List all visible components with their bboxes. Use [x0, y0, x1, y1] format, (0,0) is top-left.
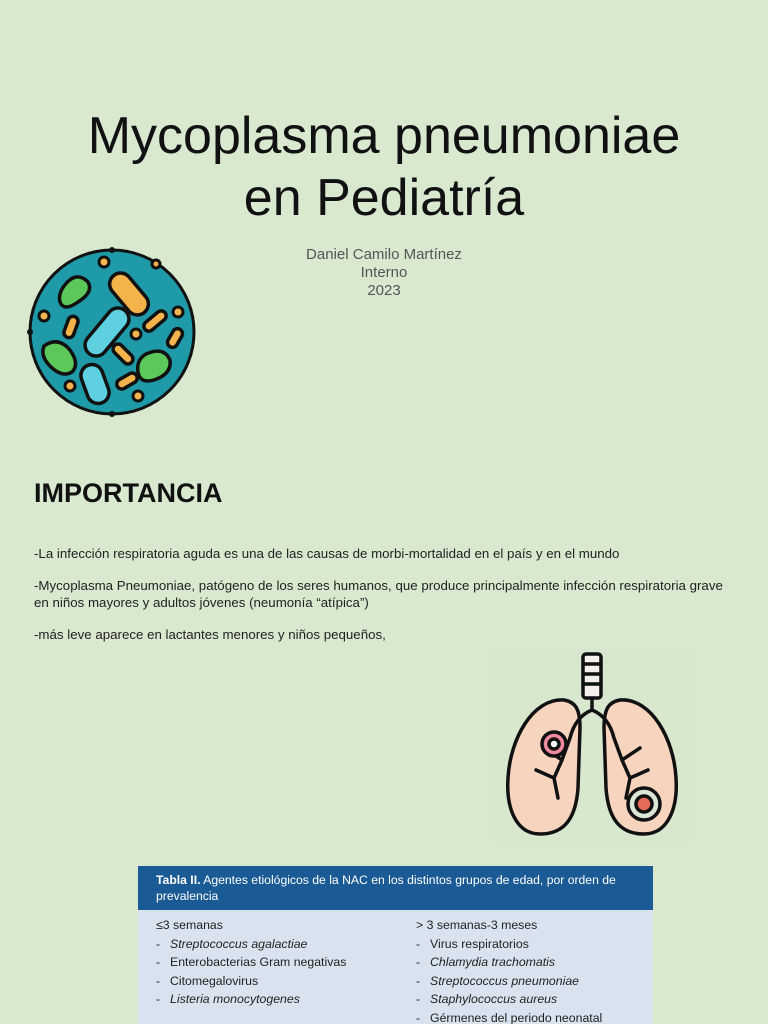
list-dash: -	[156, 992, 161, 1006]
table-column-left	[156, 916, 346, 1009]
list-item	[156, 953, 346, 972]
list-item-text: Streptococcus agalactiae	[170, 936, 308, 951]
list-item-text: Streptococcus pneumoniae	[430, 973, 580, 988]
list-item-text: Staphylococcus aureus	[430, 992, 558, 1006]
list-dash: -	[156, 973, 161, 988]
list-item	[416, 935, 602, 954]
table-column-right	[416, 916, 602, 1024]
etiology-table	[138, 866, 653, 1024]
list-item	[416, 1009, 602, 1024]
section-heading-importancia: IMPORTANCIA	[34, 478, 223, 508]
importance-paragraph-1: -La infección respiratoria aguda es una de las causas de morbi-mortalidad en el país y en el mundo	[34, 546, 620, 561]
list-dash: -	[416, 1010, 421, 1024]
list-dash: -	[416, 936, 421, 951]
lungs-icon	[492, 648, 692, 844]
column-header: ≤3 semanas	[156, 918, 223, 932]
page-title	[0, 105, 768, 229]
table-caption-text: Agentes etiológicos de la NAC en los distintos grupos de edad, por orden de prevalencia	[156, 873, 616, 903]
list-dash: -	[416, 955, 421, 969]
author-name: Daniel Camilo Martínez	[306, 246, 462, 263]
list-item	[156, 935, 346, 954]
list-dash: -	[416, 973, 421, 988]
list-dash: -	[156, 955, 161, 969]
list-item-text: Citomegalovirus	[170, 973, 259, 988]
list-item-text: Enterobacterias Gram negativas	[170, 955, 347, 969]
importance-paragraph-2: -Mycoplasma Pneumoniae, patógeno de los seres humanos, que produce principalmente infección respiratoria grave en niños mayores y adultos jóvenes (neumonía “atípica”)	[34, 578, 723, 610]
title-line-1: Mycoplasma pneumoniae	[87, 107, 681, 165]
table-caption-label: Tabla II.	[156, 873, 201, 887]
author-role: Interno	[360, 264, 408, 281]
list-item-text: Listeria monocytogenes	[170, 992, 300, 1006]
importance-paragraph-3: -más leve aparece en lactantes menores y niños pequeños,	[34, 627, 386, 642]
list-item	[156, 990, 346, 1009]
author-year: 2023	[367, 282, 401, 299]
list-item-text: Virus respiratorios	[430, 936, 529, 951]
bacteria-icon	[26, 246, 198, 418]
title-line-2: en Pediatría	[243, 169, 525, 227]
list-item	[416, 972, 602, 991]
table-caption	[138, 866, 653, 910]
column-header: > 3 semanas-3 meses	[416, 918, 538, 932]
list-item	[416, 990, 602, 1009]
list-dash: -	[416, 992, 421, 1006]
list-item	[156, 972, 346, 991]
list-item-text: Chlamydia trachomatis	[430, 955, 556, 969]
list-item-text: Gérmenes del periodo neonatal	[430, 1010, 603, 1024]
list-dash: -	[156, 936, 161, 951]
list-item	[416, 953, 602, 972]
